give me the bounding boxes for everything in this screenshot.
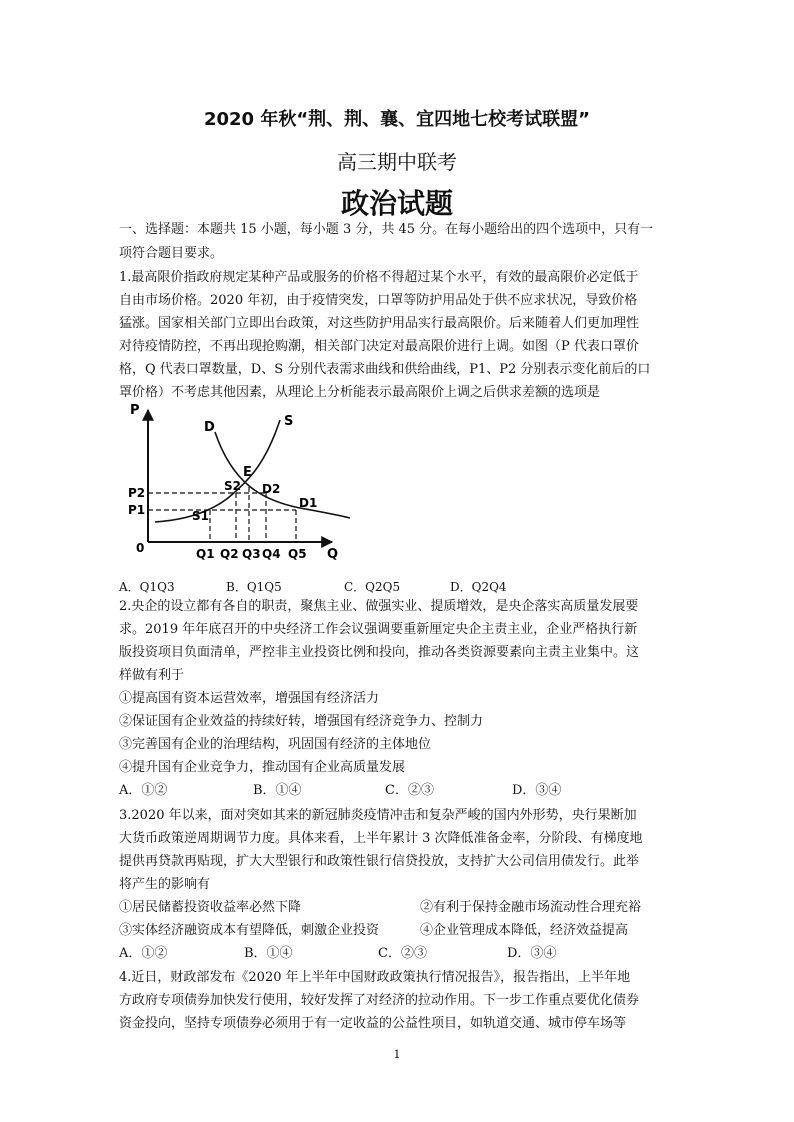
question-text-line: 求。2019 年年底召开的中央经济工作会议强调要重新厘定央企主责主业，企业严格执行新 (119, 622, 638, 637)
supply-label: S (284, 414, 294, 429)
exam-alliance-title: 2020 年秋“荆、荆、襄、宜四地七校考试联盟” (203, 109, 591, 130)
option-c: C．②③ (378, 946, 427, 961)
option-b: B．①④ (253, 783, 302, 798)
axis-p-label: P (130, 403, 140, 418)
origin-label: 0 (136, 541, 145, 555)
statement-item: ④企业管理成本降低，经济效益提高 (420, 923, 629, 938)
question-text-line: 格，Q 代表口罩数量，D、S 分别代表需求曲线和供给曲线，P1、P2 分别表示变化前后的口 (119, 362, 651, 377)
option-b: B．Q1Q5 (226, 580, 282, 594)
statement-item: ①提高国有资本运营效率，增强国有经济活力 (119, 691, 380, 706)
demand-label: D (204, 420, 215, 435)
option-d: D．③④ (512, 783, 562, 798)
option-a: A．①② (119, 946, 168, 961)
statement-item: ②保证国有企业效益的持续好转，增强国有经济竞争力、控制力 (119, 714, 484, 729)
statement-item: ③完善国有企业的治理结构，巩固国有经济的主体地位 (119, 737, 432, 752)
supply-curve (155, 420, 280, 522)
p2-label: P2 (128, 486, 146, 500)
question-text-line: 方政府专项债券加快发行使用，较好发挥了对经济的拉动作用。下一步工作重点要优化债券 (119, 993, 640, 1008)
statement-item: ①居民储蓄投资收益率必然下降 (119, 900, 302, 915)
option-c: C．②③ (385, 783, 434, 798)
option-d: D．③④ (507, 946, 557, 961)
question-text-line: 2.央企的设立都有各自的职责，聚焦主业、做强实业、提质增效，是央企落实高质量发展要 (119, 599, 639, 614)
question-text-line: 样做有利于 (119, 668, 185, 683)
page-number: 1 (393, 1048, 401, 1061)
question-text-line: 猛涨。国家相关部门立即出台政策，对这些防护用品实行最高限价。后来随着人们更加理性 (119, 316, 640, 331)
question-text-line: 对待疫情防控，不再出现抢购潮，相关部门决定对最高限价进行上调。如图（P 代表口罩价 (119, 339, 639, 354)
q5-label: Q5 (288, 547, 307, 561)
q4-label: Q4 (262, 547, 281, 561)
subject-title: 政治试题 (340, 187, 453, 220)
option-a: A．Q1Q3 (119, 580, 175, 594)
section-intro-line: 项符合题目要求。 (119, 246, 224, 261)
exam-subtitle: 高三期中联考 (337, 150, 457, 174)
s1-label: S1 (192, 509, 209, 523)
s2-label: S2 (224, 479, 241, 493)
question-text-line: 版投资项目负面清单，严控非主业投资比例和投向，推动各类资源要素向主责主业集中。这 (119, 645, 640, 660)
q3-label: Q3 (242, 547, 261, 561)
question-text-line: 提供再贷款再贴现，扩大大型银行和政策性银行信贷投放，支持扩大公司信用债发行。此举 (119, 854, 640, 869)
option-d: D．Q2Q4 (450, 580, 507, 594)
statement-item: ②有利于保持金融市场流动性合理充裕 (420, 900, 642, 915)
equilibrium-label: E (243, 465, 252, 480)
section-intro-line: 一、选择题：本题共 15 小题，每小题 3 分，共 45 分。在每小题给出的四个选项中，只有一 (119, 222, 654, 237)
option-c: C．Q2Q5 (344, 580, 401, 594)
q1-label: Q1 (196, 547, 215, 561)
question-text-line: 1.最高限价指政府规定某种产品或服务的价格不得超过某个水平，有效的最高限价必定低于 (119, 270, 639, 285)
question-text-line: 大货币政策逆周期调节力度。具体来看，上半年累计 3 次降低准备金率，分阶段、有梯度地 (119, 831, 643, 846)
q2-label: Q2 (220, 547, 239, 561)
option-b: B．①④ (244, 946, 293, 961)
axis-q-label: Q (327, 547, 339, 562)
statement-item: ③实体经济融资成本有望降低，刺激企业投资 (119, 923, 380, 938)
question-text-line: 将产生的影响有 (119, 877, 211, 892)
question-text-line: 资金投向，坚持专项债券必须用于有一定收益的公益性项目，如轨道交通、城市停车场等 (119, 1016, 627, 1031)
d1-label: D1 (299, 496, 318, 510)
d2-label: D2 (262, 482, 281, 496)
p1-label: P1 (128, 503, 146, 517)
question-text-line: 4.近日，财政部发布《2020 年上半年中国财政政策执行情况报告》，报告指出，上半年地 (119, 970, 631, 985)
question-text-line: 3.2020 年以来，面对突如其来的新冠肺炎疫情冲击和复杂严峻的国内外形势，央行果断加 (119, 808, 637, 823)
demand-curve (215, 432, 350, 518)
statement-item: ④提升国有企业竞争力，推动国有企业高质量发展 (119, 760, 406, 775)
question-text-line: 罩价格）不考虑其他因素，从理论上分析能表示最高限价上调之后供求差额的选项是 (119, 385, 601, 400)
option-a: A．①② (119, 783, 168, 798)
question-text-line: 自由市场价格。2020 年初，由于疫情突发，口罩等防护用品处于供不应求状况，导致价格 (119, 293, 638, 308)
